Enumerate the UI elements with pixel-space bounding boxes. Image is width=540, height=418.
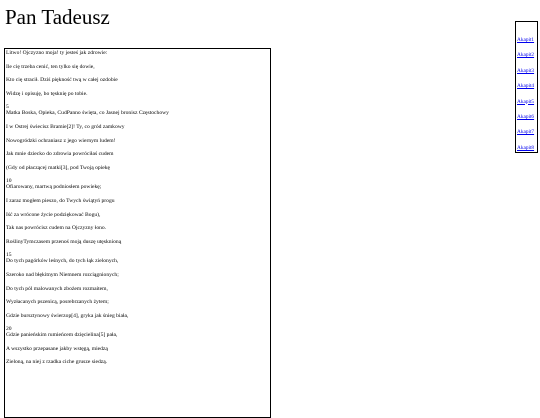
poem-line [6, 299, 269, 306]
poem-line [6, 165, 269, 172]
poem-line [6, 91, 269, 98]
nav-link-akapit4[interactable]: Akapit4 [517, 83, 535, 90]
line-text: (Gdy od płaczącej matki[3], pod Twoją opiekę [6, 164, 111, 171]
line-text: RoślinyTymczasem przenoś moją duszę utęsknioną [6, 238, 122, 245]
line-text: Zieloną, na niej z rzadka ciche grusze siedzą. [6, 359, 108, 366]
nav-link-akapit3[interactable]: Akapit3 [517, 67, 535, 74]
poem-line [6, 151, 269, 158]
poem-line [6, 359, 269, 366]
poem-line [6, 326, 269, 339]
line-text: Jak mnie dziecko do zdrowia powróciłaś cudem [6, 151, 114, 158]
line-text: Ofiarowany, martwą podniosłem powiekę; [6, 184, 102, 191]
nav-link-akapit5[interactable]: Akapit5 [517, 98, 535, 105]
line-text: Do tych pagórków leśnych, do tych łąk zielonych, [6, 258, 119, 265]
poem-line [6, 198, 269, 205]
line-text: Kto cię stracił. Dziś piękność twą w całej ozdobie [6, 77, 118, 84]
poem-line [6, 138, 269, 145]
nav-link-akapit1[interactable]: Akapit1 [517, 37, 535, 43]
line-number: 10 [6, 178, 12, 185]
poem-line [6, 124, 269, 131]
poem-line [6, 64, 269, 71]
line-text: Matka Boska, Opieka, CudPanno święta, co Jasnej bronisz Częstochowy [6, 110, 169, 117]
line-text: I zaraz mogłem pieszo, do Twych świątyń progu [6, 197, 115, 204]
paragraph-nav [515, 21, 538, 153]
line-text: Gdzie bursztynowy świerzop[4], gryka jak śnieg biała, [6, 312, 129, 319]
poem-line [6, 77, 269, 84]
line-text: Nowogródzki ochraniasz z jego wiernym ludem! [6, 137, 116, 144]
poem-line [6, 178, 269, 191]
nav-link-akapit2[interactable]: Akapit2 [517, 52, 535, 59]
line-text: Gdzie panieńskim rumieńcem dzięcielina[5] pała, [6, 332, 118, 339]
poem-line [6, 346, 269, 353]
line-text: Szeroko nad błękitnym Niemnem rozciągnionych; [6, 271, 119, 278]
poem-line [6, 286, 269, 293]
line-text: Litwo! Ojczyzno moja! ty jesteś jak zdrowie: [6, 50, 108, 56]
page-title: Pan Tadeusz [5, 5, 110, 29]
poem-text-box [4, 48, 271, 418]
line-text: A wszystko przepasane jakby wstęgą, miedzą [6, 345, 108, 352]
poem-line [6, 272, 269, 279]
line-text: Iść za wrócone życie podziękować Bogu), [6, 211, 101, 218]
nav-link-akapit8[interactable]: Akapit8 [517, 144, 535, 151]
line-text: Widzę i opisuję, bo tęsknię po tobie. [6, 90, 88, 97]
poem-line [6, 104, 269, 117]
line-text: I w Ostrej świecisz Bramie[2]! Ty, co gród zamkowy [6, 123, 125, 130]
line-text: Ile cię trzeba cenić, ten tylko się dowie, [6, 63, 95, 70]
line-number: 15 [6, 252, 12, 259]
nav-link-akapit6[interactable]: Akapit6 [517, 113, 535, 120]
line-text: Do tych pól malowanych zbożem rozmaitem, [6, 285, 108, 292]
poem-line [6, 50, 269, 57]
poem-line [6, 239, 269, 246]
line-number: 5 [6, 104, 9, 111]
poem-line [6, 225, 269, 232]
line-text: Wyzłacanych pszenicą, posrebrzanych żytem; [6, 299, 109, 306]
poem-line [6, 313, 269, 320]
poem-line [6, 252, 269, 265]
line-number: 20 [6, 326, 12, 333]
nav-link-akapit7[interactable]: Akapit7 [517, 129, 535, 136]
poem-line [6, 212, 269, 219]
line-text: Tak nas powrócisz cudem na Ojczyzny łono. [6, 225, 107, 232]
